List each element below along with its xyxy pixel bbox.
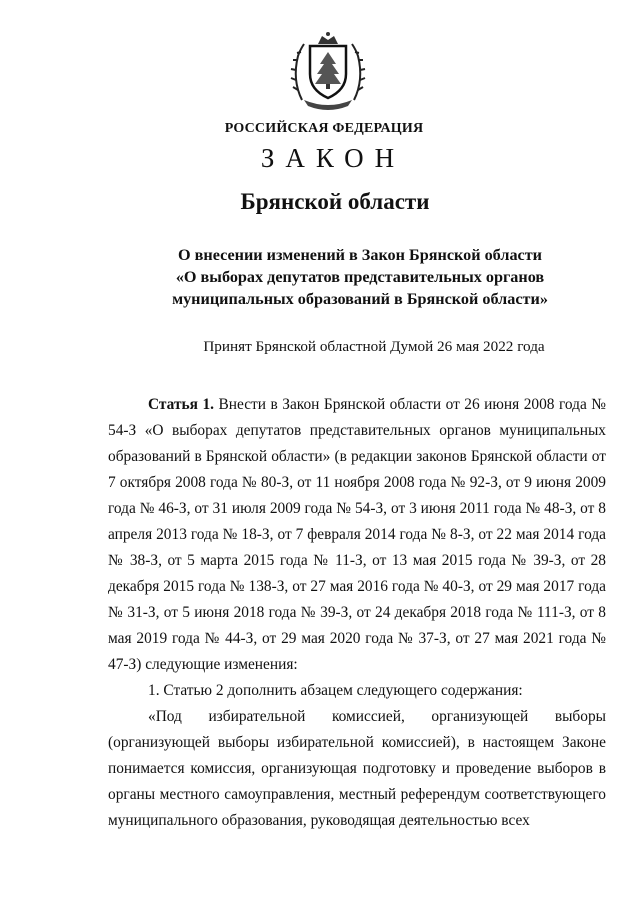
region-heading: Брянской области bbox=[240, 189, 430, 214]
article-label: Статья 1. bbox=[148, 396, 215, 413]
law-title-line: муниципальных образований в Брянской области» bbox=[172, 290, 548, 308]
article-paragraph bbox=[108, 392, 606, 678]
adoption-note: Принят Брянской областной Думой 26 мая 2022 года bbox=[203, 338, 545, 355]
law-title-line: О внесении изменений в Закон Брянской области bbox=[177, 246, 543, 264]
article-text: Внести в Закон Брянской области от 26 июня 2008 года № 54-З «О выборах депутатов представительных органов муниципальных образований в Брянской области» (в редакции законов Брянской области от 7 октября 2008 года № 80-З, от 11 ноября 2008 года № 92-З, от 9 июня 2009 года № 46-З, от 31 июля 2009 года № 54-З, от 3 июня 2011 года № 48-З, от 8 апреля 2013 года № 18-З, от 7 февраля 2014 года № 8-З, от 22 мая 2014 года № 38-З, от 5 марта 2015 года № 11-З, от 13 мая 2015 года № 39-З, от 28 декабря 2015 года № 138-З, от 27 мая 2016 года № 40-З, от 29 мая 2017 года № 31-З, от 5 июня 2018 года № 39-З, от 24 декабря 2018 года № 111-З, от 8 мая 2019 года № 44-З, от 29 мая 2020 года № 37-З, от 27 мая 2021 года № 47-З) следующие изменения: bbox=[108, 396, 606, 673]
law-body bbox=[108, 392, 606, 834]
law-title-line: «О выборах депутатов представительных органов bbox=[175, 268, 545, 286]
bryansk-coat-of-arms-icon bbox=[288, 30, 368, 110]
document-type-heading: ЗАКОН bbox=[260, 143, 406, 173]
item-paragraph: 1. Статью 2 дополнить абзацем следующего содержания: bbox=[148, 682, 523, 699]
law-title bbox=[130, 244, 590, 310]
quote-paragraph: «Под избирательной комиссией, организующей выборы (организующей выборы избирательной комиссией), в настоящем Законе понимается комиссия, организующая подготовку и проведение выборов в органы местного самоуправления, местный референдум соответствующего муниципального образования, руководящая деятельностью всех bbox=[108, 708, 606, 829]
federation-heading: РОССИЙСКАЯ ФЕДЕРАЦИЯ bbox=[224, 121, 424, 136]
